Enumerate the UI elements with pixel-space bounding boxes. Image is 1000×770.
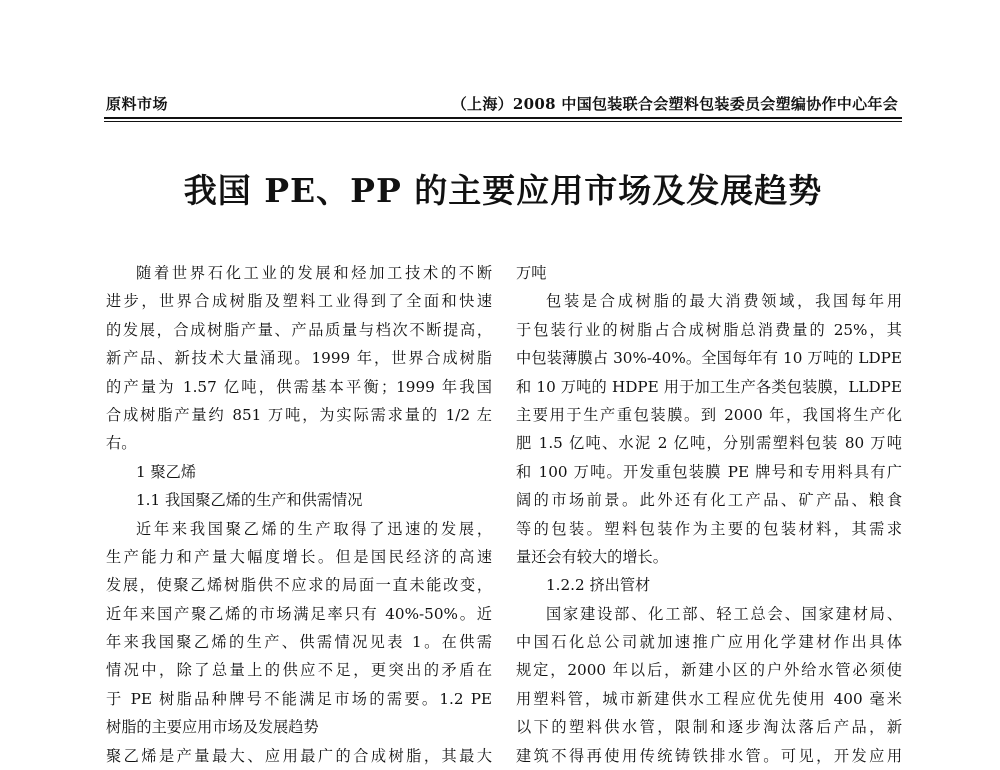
text-line: 用塑料管，城市新建供水工程应优先使用 400 毫米 — [516, 689, 902, 708]
left-column — [106, 259, 492, 770]
text-line: 规定，2000 年以后，新建小区的户外给水管必须使 — [516, 661, 902, 680]
text-line: 主要用于生产重包装膜。到 2000 年，我国将生产化 — [516, 405, 902, 424]
text-line: 进步，世界合成树脂及塑料工业得到了全面和快速 — [106, 292, 492, 311]
right-column — [516, 259, 902, 770]
text-line: 发展，使聚乙烯树脂供不应求的局面一直未能改变， — [106, 576, 492, 595]
text-line: 1.1 我国聚乙烯的生产和供需情况 — [136, 491, 363, 510]
text-line: 和 10 万吨的 HDPE 用于加工生产各类包装膜，LLDPE — [516, 377, 902, 396]
text-line: 量还会有较大的增长。 — [516, 547, 668, 566]
text-line: 包装是合成树脂的最大消费领域，我国每年用 — [546, 292, 902, 311]
text-line: 建筑不得再使用传统铸铁排水管。可见，开发应用 — [516, 746, 902, 765]
running-header-conference: （上海）2008 中国包装联合会塑料包装委员会塑编协作中心年会 — [451, 95, 898, 113]
text-line: 近年来我国聚乙烯的生产取得了迅速的发展， — [136, 519, 492, 538]
text-line: 等的包装。塑料包装作为主要的包装材料，其需求 — [516, 519, 902, 538]
text-line: 和 100 万吨。开发重包装膜 PE 牌号和专用料具有广 — [516, 462, 902, 481]
text-line: 情况中，除了总量上的供应不足，更突出的矛盾在 — [106, 661, 492, 680]
text-line: 新产品、新技术大量涌现。1999 年，世界合成树脂 — [106, 349, 492, 368]
header-rule-thin — [104, 121, 902, 122]
text-line: 肥 1.5 亿吨、水泥 2 亿吨，分别需塑料包装 80 万吨 — [516, 434, 902, 453]
text-line: 生产能力和产量大幅度增长。但是国民经济的高速 — [106, 547, 492, 566]
text-line: 于包装行业的树脂占合成树脂总消费量的 25%，其 — [516, 320, 902, 339]
text-line: 聚乙烯是产量最大、应用最广的合成树脂，其最大 — [106, 746, 492, 765]
text-line: 于 PE 树脂品种牌号不能满足市场的需要。1.2 PE — [106, 689, 492, 708]
text-line: 右。 — [106, 434, 137, 453]
text-line: 国家建设部、化工部、轻工总会、国家建材局、 — [546, 604, 902, 623]
text-line: 树脂的主要应用市场及发展趋势 — [106, 718, 319, 737]
text-line: 1.2.2 挤出管材 — [546, 576, 651, 595]
text-line: 合成树脂产量约 851 万吨，为实际需求量的 1/2 左 — [106, 405, 492, 424]
text-line: 近年来国产聚乙烯的市场满足率只有 40%-50%。近 — [106, 604, 492, 623]
text-line: 年来我国聚乙烯的生产、供需情况见表 1。在供需 — [106, 633, 492, 652]
text-line: 万吨 — [516, 264, 547, 282]
text-line: 阔的市场前景。此外还有化工产品、矿产品、粮食 — [516, 491, 902, 510]
running-header-section: 原料市场 — [106, 95, 169, 113]
text-line: 以下的塑料供水管，限制和逐步淘汰落后产品，新 — [516, 718, 902, 737]
header-rule-thick — [104, 117, 902, 119]
text-line: 中国石化总公司就加速推广应用化学建材作出具体 — [516, 633, 902, 652]
text-line: 随着世界石化工业的发展和烃加工技术的不断 — [136, 264, 492, 282]
article-title: 我国 PE、PP 的主要应用市场及发展趋势 — [183, 171, 823, 210]
text-line: 的产量为 1.57 亿吨，供需基本平衡；1999 年我国 — [106, 377, 492, 396]
text-line: 中包装薄膜占 30%-40%。全国每年有 10 万吨的 LDPE — [516, 349, 902, 368]
text-line: 的发展，合成树脂产量、产品质量与档次不断提高， — [106, 320, 492, 339]
text-line: 1 聚乙烯 — [136, 462, 197, 481]
